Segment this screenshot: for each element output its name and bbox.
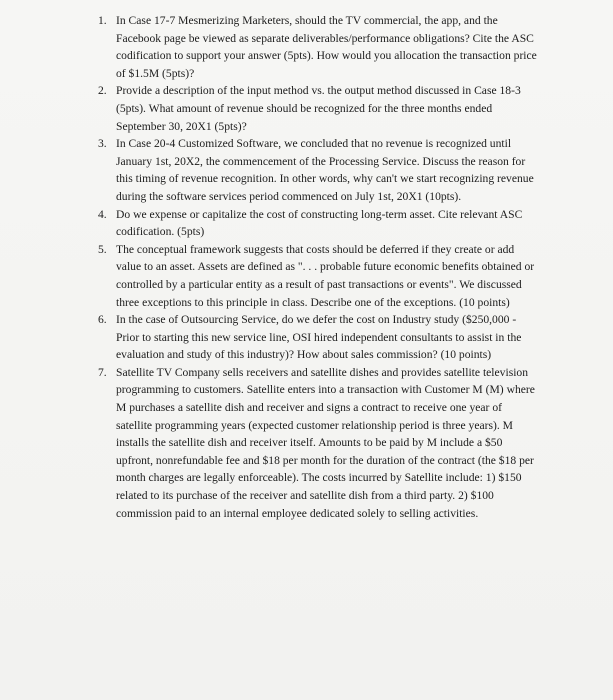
question-text: Do we expense or capitalize the cost of constructing long-term asset. Cite relevant ASC codification. (5pts) (116, 207, 523, 239)
question-number: 5. (98, 242, 107, 256)
question-item-1 (98, 12, 538, 82)
question-item-7 (98, 364, 538, 522)
question-list (98, 12, 538, 522)
question-number: 7. (98, 365, 107, 379)
question-number: 4. (98, 207, 107, 221)
question-number: 6. (98, 313, 107, 327)
question-text: Satellite TV Company sells receivers and satellite dishes and provides satellite television programming to customers. Satellite enters into a transaction with Customer M (M) where M purchases a satellite dish and receiver and signs a contract to receive one year of satellite programming years (expected customer relationship period is three years). M installs the satellite dish and receiver itself. Amounts to be paid by M include a $50 upfront, nonrefundable fee and $18 per month for the duration of the contract (the $18 per month charges are legally enforceable). The costs incurred by Satellite include: 1) $150 related to its purchase of the receiver and satellite dish from a third party. 2) $100 commission paid to an internal employee dedicated solely to selling activities. (116, 365, 535, 520)
question-text: In the case of Outsourcing Service, do we defer the cost on Industry study ($250,000 - Prior to starting this new service line, OSI hired independent consultants to assist in the evaluation and study of this industry)? How about sales commission? (10 points) (116, 313, 522, 362)
question-number: 3. (98, 137, 107, 151)
question-item-3 (98, 135, 538, 205)
question-number: 2. (98, 84, 107, 98)
question-text: Provide a description of the input method vs. the output method discussed in Case 18-3 (5pts). What amount of revenue should be recognized for the three months ended September 30, 20X1 (5pts)? (116, 84, 521, 133)
assignment-questions (98, 12, 538, 522)
question-item-4 (98, 206, 538, 241)
question-item-5 (98, 241, 538, 311)
question-text: The conceptual framework suggests that costs should be deferred if they create or add value to an asset. Assets are defined as ". . . probable future economic benefits obtained or controlled by a particular entity as a result of past transactions or events". We discussed three exceptions to this principle in class. Describe one of the exceptions. (10 points) (116, 242, 535, 309)
question-text: In Case 17-7 Mesmerizing Marketers, should the TV commercial, the app, and the Facebook page be viewed as separate deliverables/performance obligations? Cite the ASC codification to support your answer (5pts). How would you allocation the transaction price of $1.5M (5pts)? (116, 14, 537, 80)
question-item-6 (98, 311, 538, 364)
question-item-2 (98, 82, 538, 135)
question-text: In Case 20-4 Customized Software, we concluded that no revenue is recognized until January 1st, 20X2, the commencement of the Processing Service. Discuss the reason for this timing of revenue recognition. In other words, why can't we start recognizing revenue during the software services period commenced on July 1st, 20X1 (10pts). (116, 137, 534, 203)
question-number: 1. (98, 14, 107, 27)
